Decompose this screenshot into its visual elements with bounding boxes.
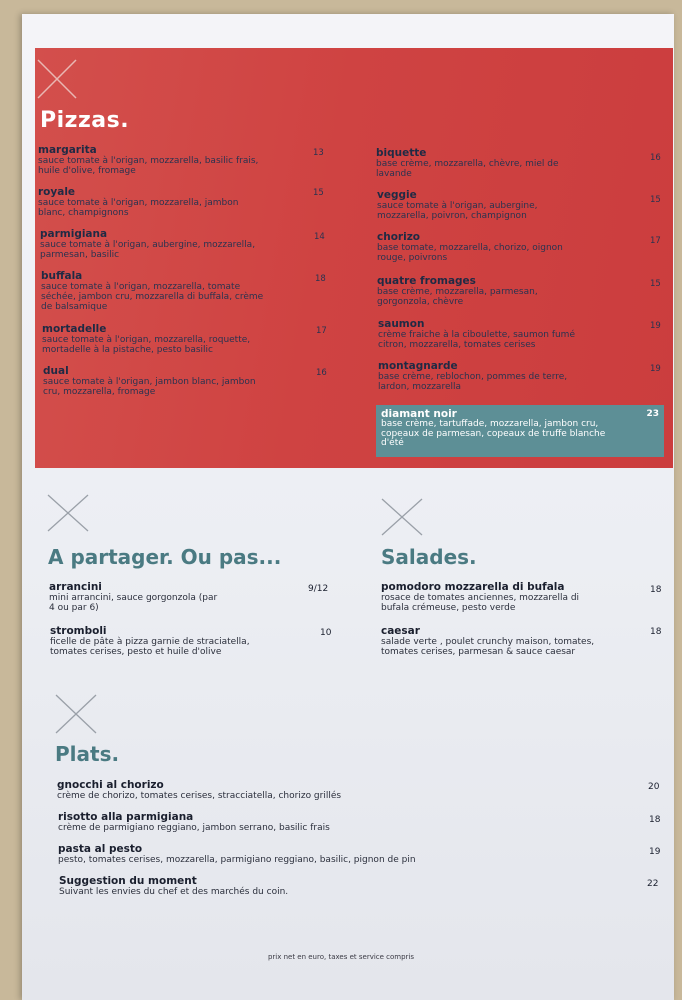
pizza-desc: base crème, mozzarella, parmesan, gorgonzola, chèvre xyxy=(377,287,538,307)
pizza-item xyxy=(378,360,593,392)
menu-item xyxy=(49,581,289,613)
pizza-name: dual xyxy=(43,365,69,377)
pizza-name: veggie xyxy=(377,189,417,201)
pizza-desc: sauce tomate à l'origan, mozzarella, roquette, mortadelle à la pistache, pesto basilic xyxy=(42,335,251,355)
pizza-price: 13 xyxy=(313,148,324,158)
item-desc: crème de parmigiano reggiano, jambon serrano, basilic frais xyxy=(58,823,330,833)
plats-heading: Plats. xyxy=(55,742,120,766)
pizza-name: quatre fromages xyxy=(377,275,476,287)
pizza-name: margarita xyxy=(38,144,97,156)
pizza-name: parmigiana xyxy=(40,228,108,240)
pizza-desc: sauce tomate à l'origan, mozzarella, tomate séchée, jambon cru, mozzarella di buffala, crème de balsamique xyxy=(41,282,264,312)
item-name: risotto alla parmigiana xyxy=(58,811,194,823)
special-pizza-desc: base crème, tartuffade, mozzarella, jambon cru, copeaux de parmesan, copeaux de truffe blanche d'été xyxy=(381,419,606,448)
pizza-item xyxy=(377,275,577,307)
cross-icon xyxy=(380,497,424,537)
item-desc: Suivant les envies du chef et des marchés du coin. xyxy=(59,887,289,897)
pizza-price: 14 xyxy=(314,232,325,242)
cross-icon xyxy=(46,493,90,533)
special-pizza-box xyxy=(376,405,664,457)
price-note: prix net en euro, taxes et service compris xyxy=(267,953,415,961)
pizza-price: 15 xyxy=(313,188,324,198)
pizza-item xyxy=(43,365,258,397)
pizza-name: royale xyxy=(38,186,76,198)
pizza-name: chorizo xyxy=(377,231,421,243)
item-price: 22 xyxy=(647,879,659,889)
pizza-price: 16 xyxy=(316,368,327,378)
pizza-item xyxy=(378,318,603,350)
pizza-item xyxy=(40,228,270,260)
pizza-price: 16 xyxy=(650,153,661,163)
menu-item xyxy=(57,779,457,801)
item-price: 18 xyxy=(650,585,662,595)
item-desc: mini arrancini, sauce gorgonzola (par 4 ou par 6) xyxy=(49,593,218,613)
pizza-name: saumon xyxy=(378,318,425,330)
partager-heading: A partager. Ou pas... xyxy=(48,545,282,569)
item-price: 18 xyxy=(650,627,662,637)
item-price: 19 xyxy=(649,847,661,857)
special-pizza-name: diamant noir xyxy=(381,408,457,420)
item-price: 10 xyxy=(320,628,332,638)
pizza-item xyxy=(377,231,587,263)
pizza-price: 19 xyxy=(650,321,661,331)
menu-item xyxy=(59,875,459,897)
menu-item xyxy=(58,843,478,865)
pizza-name: biquette xyxy=(376,147,427,159)
item-desc: salade verte , poulet crunchy maison, tomates, tomates cerises, parmesan & sauce caesar xyxy=(381,637,595,657)
pizza-price: 19 xyxy=(650,364,661,374)
menu-item xyxy=(58,811,458,833)
item-name: pomodoro mozzarella di bufala xyxy=(381,581,565,593)
pizza-item xyxy=(42,323,274,355)
pizza-desc: base crème, mozzarella, chèvre, miel de lavande xyxy=(376,159,559,179)
pizza-name: buffala xyxy=(41,270,83,282)
pizzas-heading: Pizzas. xyxy=(40,108,130,133)
pizza-desc: base tomate, mozzarella, chorizo, oignon rouge, poivrons xyxy=(377,243,563,263)
salades-heading: Salades. xyxy=(381,545,477,569)
pizza-name: montagnarde xyxy=(378,360,458,372)
pizza-price: 15 xyxy=(650,279,661,289)
pizza-desc: sauce tomate à l'origan, mozzarella, basilic frais, huile d'olive, fromage xyxy=(38,156,259,176)
cross-icon xyxy=(54,693,98,735)
pizza-item xyxy=(38,144,268,176)
cross-icon xyxy=(36,58,78,100)
pizza-price: 15 xyxy=(650,195,661,205)
menu-item xyxy=(50,625,290,657)
item-desc: crème de chorizo, tomates cerises, stracciatella, chorizo grillés xyxy=(57,791,342,801)
item-desc: pesto, tomates cerises, mozzarella, parmigiano reggiano, basilic, pignon de pin xyxy=(58,855,416,865)
pizza-desc: sauce tomate à l'origan, mozzarella, jambon blanc, champignons xyxy=(38,198,239,218)
pizza-item xyxy=(38,186,268,218)
menu-item xyxy=(381,625,621,657)
pizza-name: mortadelle xyxy=(42,323,107,335)
item-name: caesar xyxy=(381,625,420,637)
pizza-item xyxy=(41,270,271,312)
item-price: 9/12 xyxy=(308,584,329,594)
pizza-desc: base crème, reblochon, pommes de terre, lardon, mozzarella xyxy=(378,372,568,392)
special-pizza-price: 23 xyxy=(646,409,659,419)
pizza-price: 17 xyxy=(316,326,327,336)
pizza-item xyxy=(376,147,586,179)
pizza-price: 18 xyxy=(315,274,326,284)
item-name: gnocchi al chorizo xyxy=(57,779,164,791)
item-name: arrancini xyxy=(49,581,102,593)
pizza-item xyxy=(377,189,577,221)
item-name: stromboli xyxy=(50,625,107,637)
pizza-desc: crème fraiche à la ciboulette, saumon fumé citron, mozzarella, tomates cerises xyxy=(378,330,575,350)
menu-item xyxy=(381,581,611,613)
item-desc: ficelle de pâte à pizza garnie de straciatella, tomates cerises, pesto et huile d'olive xyxy=(50,637,250,657)
pizza-desc: sauce tomate à l'origan, jambon blanc, jambon cru, mozzarella, fromage xyxy=(43,377,256,397)
item-name: pasta al pesto xyxy=(58,843,143,855)
pizza-desc: sauce tomate à l'origan, aubergine, mozzarella, parmesan, basilic xyxy=(40,240,256,260)
item-price: 18 xyxy=(649,815,661,825)
item-desc: rosace de tomates anciennes, mozzarella di bufala crémeuse, pesto verde xyxy=(381,593,580,613)
item-price: 20 xyxy=(648,782,660,792)
pizza-desc: sauce tomate à l'origan, aubergine, mozzarella, poivron, champignon xyxy=(377,201,538,221)
pizza-price: 17 xyxy=(650,236,661,246)
item-name: Suggestion du moment xyxy=(59,875,197,887)
